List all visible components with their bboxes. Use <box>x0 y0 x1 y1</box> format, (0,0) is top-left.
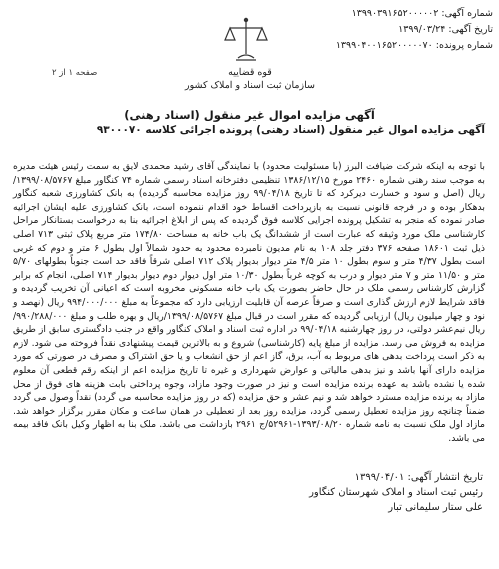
page-bottom-margin <box>0 540 499 569</box>
ad-body-paragraph: با توجه به اینکه شرکت ضیافت البرز (با مسئولیت محدود) با نمایندگی آقای رشید محمدی لایق به سمت رئیس هیئت مدیره به موجب سند رهنی شماره ۲۴۶۰ مورخ ۱۳۸۶/۱۲/۱۵ تنظیمی دفترخانه اسناد رسمی شماره ۷۴ کنگاور مبلغ ۱۳۹۹/۰۸/۵۷۶۷/ریال (اصل و سود و خسارت دیرکرد که تا تاریخ ۹۹/۰۴/۱۸ روز مزایده محاسبه گردیده) به بانک کشاورزی شعبه کنگاور بدهکار بوده و در فرجه قانونی نسبت به بازپرداخت اقساط خود اقدام ننموده است، بانک کشاورزی علیه ایشان اجرائیه صادر نموده که منجر به تشکیل پرونده اجرایی کلاسه فوق گردیده که پس از ابلاغ اجرائیه بنا به درخواست بستانکار مراحل کارشناسی ملک مورد وثیقه که عبارت است از ششدانگ یک باب خانه به مساحت ۱۷۴/۸۰ متر مربع پلاک ثبتی ۷۱۳ اصلی ذیل ثبت ۱۸۶۰۱ صفحه ۳۷۶ دفتر جلد ۱۰۸ به نام مدیون نامبرده محدود به حدود شمالاً اول بطول ۶ متر و دوم که غربی است بطول ۴/۳۷ متر و سوم بطول ۱۰ متر ۴/۵ متر دیوار بدیوار پلاک ۷۱۲ اصلی شرقاً فاقد حد است جنوباً بطولهای ۵/۷۰ متر و ۱۱/۵۰ متر و ۷ متر دیوار و درب به کوچه غرباً بطول ۱۰/۳۰ متر اول دیوار دوم دیوار بدیوار ۷۱۴ اصلی، انجام که برابر گزارش کارشناس رسمی ملک در حال حاضر بصورت یک باب خانه مسکونی مخروبه است که اعیانی آن تخریب گردیده و فاقد شرایط لازم ارزش گذاری است و صرفاً عرصه آن قابلیت ارزیابی دارد که مجموعاً به مبلغ ۹۹۴/۰۰۰/۰۰۰ ریال (نهصد و نود و چهار میلیون ریال) ارزیابی گردیده که مقرر است در قبال مبلغ ۱۳۹۹/۰۸/۵۷۶۷/ریال و بهره طلب و مبلغ ۹۹۰/۲۸۸/۰۰۰/ریال نیم‌عشر دولتی، در روز چهارشنبه ۹۹/۰۴/۱۸ در اداره ثبت اسناد و املاک کنگاور واقع در جنب دادگستری سابق از طریق مزایده به فروش می رسد. مزایده از مبلغ پایه (کارشناسی) شروع و به بالاترین قیمت پیشنهادی نقداً فروخته می شود. لازم به ذکر است پرداخت بدهی های مربوط به آب، برق، گاز اعم از حق انشعاب و یا حق اشتراک و مصرف در صورتی که مورد مزایده دارای آنها باشد و نیز بدهی مالیاتی و عوارض شهرداری و غیره تا تاریخ مزایده اعم از اینکه رقم قطعی آن معلوم شده یا نشده باشد به عهده برنده مزایده است و نیز در صورت وجود مازاد، وجوه پرداختی بابت هزینه های فوق از محل مازاد به برنده مزایده مسترد خواهد شد و نیم عشر و حق مزایده (که در روز مزایده محاسبه می گردد) نقداً وصول می گردد ضمناً چنانچه روز مزایده تعطیل رسمی گردد، مزایده روز بعد از تعطیلی در همان ساعت و مکان مقرر برگزار خواهد شد. مازاد اول ملک نسبت به نامه شماره ۱۳۹۳/۰۸/۲۰-۵۲۹۶۱/ج ۲۹۶۱ بازداشت می باشد. ملک بنا به اظهار وکیل بانک فاقد بیمه می باشد. <box>13 161 486 444</box>
ad-footer <box>183 470 483 515</box>
publish-date: تاریخ انتشار آگهی: ۱۳۹۹/۰۴/۰۱ <box>354 472 483 483</box>
ad-number: شماره آگهی: ۱۳۹۹۰۳۹۱۶۵۲۰۰۰۰۰۲ <box>351 8 493 19</box>
ad-subtitle: آگهی مزایده اموال غیر منقول (اسناد رهنی) پرونده اجرائی کلاسه ۹۳۰۰۰۷۰ <box>96 124 485 136</box>
ad-meta <box>323 6 493 54</box>
organization-header <box>180 66 320 92</box>
org-registry: سازمان ثبت اسناد و املاک کشور <box>185 80 315 91</box>
page-number: صفحه ۱ از ۲ <box>52 68 98 78</box>
ad-title: آگهی مزایده اموال غیر منقول (اسناد رهنی) <box>124 108 375 122</box>
org-judiciary: قوه قضاییه <box>228 67 272 78</box>
signer-name: علی ستار سلیمانی تبار <box>388 502 483 513</box>
case-number: شماره پرونده: ۱۳۹۹۰۴۰۰۱۶۵۲۰۰۰۰۰۷۰ <box>335 40 493 51</box>
ad-date: تاریخ آگهی: ۱۳۹۹/۰۳/۲۴ <box>398 24 493 35</box>
signer-title: رئیس ثبت اسناد و املاک شهرستان کنگاور <box>309 487 483 498</box>
judiciary-emblem-icon <box>216 14 276 64</box>
